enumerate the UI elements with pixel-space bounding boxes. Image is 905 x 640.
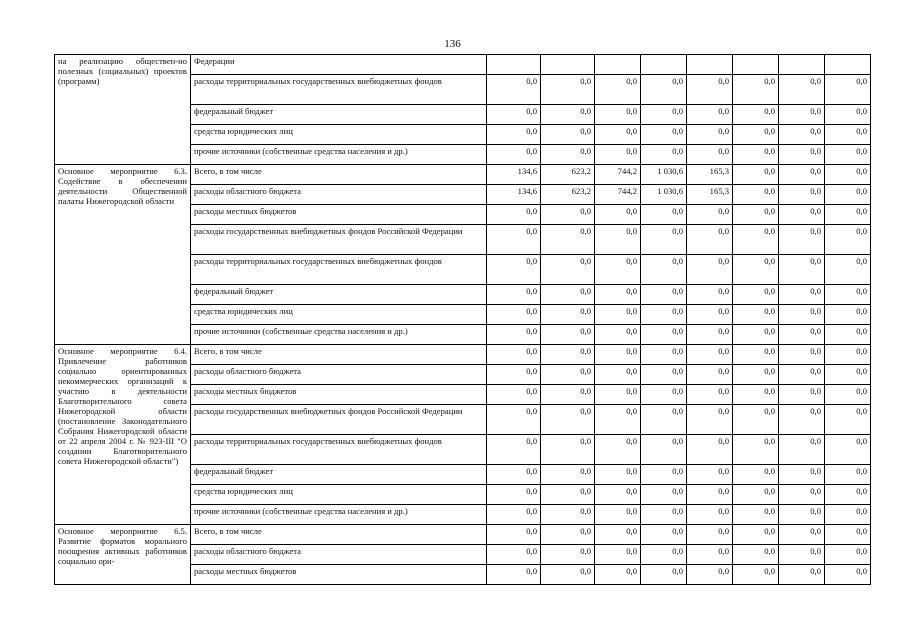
- amount-cell: 0,0: [641, 565, 687, 585]
- amount-cell: 0,0: [779, 365, 825, 385]
- amount-cell: 0,0: [541, 465, 595, 485]
- amount-cell: 0,0: [825, 105, 871, 125]
- amount-cell: 1 030,6: [641, 185, 687, 205]
- amount-cell: 0,0: [825, 225, 871, 255]
- funding-source-cell: прочие источники (собственные средства населения и др.): [191, 325, 487, 345]
- amount-cell: 0,0: [641, 75, 687, 105]
- amount-cell: 744,2: [595, 165, 641, 185]
- amount-cell: 0,0: [541, 105, 595, 125]
- amount-cell: 0,0: [487, 405, 541, 435]
- amount-cell: 0,0: [825, 345, 871, 365]
- amount-cell: 0,0: [733, 325, 779, 345]
- amount-cell: 0,0: [641, 365, 687, 385]
- amount-cell: 0,0: [641, 205, 687, 225]
- funding-source-cell: расходы местных бюджетов: [191, 385, 487, 405]
- table-row: [55, 345, 871, 365]
- amount-cell: 0,0: [733, 255, 779, 285]
- amount-cell: 0,0: [733, 105, 779, 125]
- amount-cell: 0,0: [687, 345, 733, 365]
- amount-cell: 0,0: [641, 385, 687, 405]
- amount-cell: 0,0: [595, 465, 641, 485]
- amount-cell: 0,0: [779, 205, 825, 225]
- amount-cell: 0,0: [733, 505, 779, 525]
- amount-cell: 0,0: [733, 485, 779, 505]
- amount-cell: 0,0: [641, 305, 687, 325]
- amount-cell: 0,0: [541, 145, 595, 165]
- amount-cell: 0,0: [825, 305, 871, 325]
- amount-cell: [825, 55, 871, 75]
- amount-cell: 0,0: [779, 545, 825, 565]
- amount-cell: 0,0: [733, 385, 779, 405]
- amount-cell: 0,0: [825, 545, 871, 565]
- amount-cell: 0,0: [595, 435, 641, 465]
- amount-cell: 0,0: [641, 125, 687, 145]
- amount-cell: 0,0: [779, 145, 825, 165]
- table-row: [55, 165, 871, 185]
- funding-source-cell: средства юридических лиц: [191, 485, 487, 505]
- amount-cell: 0,0: [779, 565, 825, 585]
- amount-cell: 0,0: [779, 505, 825, 525]
- amount-cell: 0,0: [687, 225, 733, 255]
- amount-cell: 0,0: [733, 225, 779, 255]
- amount-cell: 0,0: [487, 385, 541, 405]
- amount-cell: 0,0: [779, 225, 825, 255]
- amount-cell: 0,0: [779, 525, 825, 545]
- amount-cell: 0,0: [595, 525, 641, 545]
- amount-cell: 0,0: [779, 325, 825, 345]
- amount-cell: 0,0: [541, 405, 595, 435]
- amount-cell: 0,0: [641, 545, 687, 565]
- amount-cell: 0,0: [487, 525, 541, 545]
- amount-cell: 0,0: [733, 185, 779, 205]
- amount-cell: 0,0: [541, 565, 595, 585]
- amount-cell: 0,0: [687, 285, 733, 305]
- amount-cell: 0,0: [487, 365, 541, 385]
- amount-cell: 0,0: [595, 325, 641, 345]
- amount-cell: 0,0: [541, 525, 595, 545]
- amount-cell: 165,3: [687, 185, 733, 205]
- funding-source-cell: Всего, в том числе: [191, 525, 487, 545]
- amount-cell: 0,0: [779, 105, 825, 125]
- amount-cell: 0,0: [641, 105, 687, 125]
- amount-cell: 0,0: [687, 75, 733, 105]
- amount-cell: 0,0: [641, 345, 687, 365]
- amount-cell: 0,0: [687, 145, 733, 165]
- amount-cell: 0,0: [733, 405, 779, 435]
- amount-cell: 0,0: [595, 485, 641, 505]
- amount-cell: 0,0: [541, 125, 595, 145]
- amount-cell: [541, 55, 595, 75]
- amount-cell: 0,0: [825, 435, 871, 465]
- amount-cell: 0,0: [487, 205, 541, 225]
- funding-source-cell: Всего, в том числе: [191, 345, 487, 365]
- amount-cell: 0,0: [595, 405, 641, 435]
- amount-cell: 0,0: [487, 545, 541, 565]
- amount-cell: 0,0: [541, 75, 595, 105]
- amount-cell: 0,0: [733, 465, 779, 485]
- amount-cell: 0,0: [733, 305, 779, 325]
- funding-source-cell: прочие источники (собственные средства населения и др.): [191, 505, 487, 525]
- amount-cell: 0,0: [595, 305, 641, 325]
- amount-cell: 0,0: [487, 285, 541, 305]
- amount-cell: 0,0: [779, 75, 825, 105]
- amount-cell: 0,0: [687, 485, 733, 505]
- amount-cell: 0,0: [595, 145, 641, 165]
- amount-cell: 0,0: [779, 485, 825, 505]
- funding-source-cell: прочие источники (собственные средства населения и др.): [191, 145, 487, 165]
- amount-cell: 0,0: [779, 405, 825, 435]
- amount-cell: 0,0: [541, 205, 595, 225]
- amount-cell: 0,0: [733, 75, 779, 105]
- activity-cell: на реализацию обществен-но полезных (социальных) проектов (программ): [55, 55, 191, 165]
- amount-cell: 134,6: [487, 185, 541, 205]
- amount-cell: 0,0: [595, 385, 641, 405]
- amount-cell: 0,0: [825, 525, 871, 545]
- amount-cell: 0,0: [825, 285, 871, 305]
- amount-cell: 0,0: [641, 225, 687, 255]
- funding-source-cell: расходы областного бюджета: [191, 185, 487, 205]
- amount-cell: 0,0: [779, 185, 825, 205]
- amount-cell: 0,0: [687, 405, 733, 435]
- amount-cell: 0,0: [541, 225, 595, 255]
- amount-cell: 0,0: [779, 125, 825, 145]
- amount-cell: 0,0: [541, 325, 595, 345]
- amount-cell: 0,0: [541, 365, 595, 385]
- funding-source-cell: расходы территориальных государственных внебюджетных фондов: [191, 255, 487, 285]
- amount-cell: [641, 55, 687, 75]
- funding-source-cell: федеральный бюджет: [191, 105, 487, 125]
- amount-cell: 0,0: [733, 165, 779, 185]
- amount-cell: 0,0: [595, 565, 641, 585]
- amount-cell: 0,0: [595, 105, 641, 125]
- amount-cell: 0,0: [541, 345, 595, 365]
- amount-cell: 0,0: [733, 125, 779, 145]
- amount-cell: 0,0: [779, 345, 825, 365]
- amount-cell: 0,0: [687, 205, 733, 225]
- amount-cell: [779, 55, 825, 75]
- amount-cell: 0,0: [687, 565, 733, 585]
- amount-cell: 0,0: [687, 105, 733, 125]
- amount-cell: 0,0: [541, 285, 595, 305]
- funding-source-cell: расходы местных бюджетов: [191, 205, 487, 225]
- amount-cell: 0,0: [595, 255, 641, 285]
- amount-cell: 0,0: [541, 305, 595, 325]
- amount-cell: 0,0: [733, 345, 779, 365]
- amount-cell: 0,0: [825, 75, 871, 105]
- amount-cell: 0,0: [733, 565, 779, 585]
- amount-cell: 0,0: [487, 485, 541, 505]
- amount-cell: 0,0: [687, 545, 733, 565]
- amount-cell: 0,0: [595, 545, 641, 565]
- amount-cell: [595, 55, 641, 75]
- funding-source-cell: средства юридических лиц: [191, 125, 487, 145]
- amount-cell: 0,0: [687, 325, 733, 345]
- amount-cell: 0,0: [487, 465, 541, 485]
- amount-cell: 0,0: [595, 505, 641, 525]
- amount-cell: 0,0: [825, 505, 871, 525]
- amount-cell: 0,0: [687, 305, 733, 325]
- funding-source-cell: Федерации: [191, 55, 487, 75]
- amount-cell: 0,0: [687, 465, 733, 485]
- amount-cell: 0,0: [733, 365, 779, 385]
- amount-cell: 0,0: [487, 565, 541, 585]
- amount-cell: 0,0: [595, 345, 641, 365]
- amount-cell: 0,0: [641, 465, 687, 485]
- funding-source-cell: средства юридических лиц: [191, 305, 487, 325]
- table-body: [55, 55, 871, 585]
- amount-cell: 623,2: [541, 185, 595, 205]
- amount-cell: 0,0: [487, 325, 541, 345]
- amount-cell: 165,3: [687, 165, 733, 185]
- amount-cell: [733, 55, 779, 75]
- activity-cell: Основное мероприятие 6.5. Развитие форматов морального поощрения активных работников социально ори-: [55, 525, 191, 585]
- amount-cell: 0,0: [733, 145, 779, 165]
- amount-cell: 0,0: [733, 545, 779, 565]
- amount-cell: 0,0: [687, 505, 733, 525]
- amount-cell: 0,0: [733, 525, 779, 545]
- funding-source-cell: расходы территориальных государственных внебюджетных фондов: [191, 75, 487, 105]
- amount-cell: 0,0: [641, 325, 687, 345]
- amount-cell: 0,0: [595, 365, 641, 385]
- amount-cell: 0,0: [825, 185, 871, 205]
- amount-cell: 0,0: [825, 145, 871, 165]
- amount-cell: 0,0: [733, 205, 779, 225]
- amount-cell: 0,0: [779, 165, 825, 185]
- funding-source-cell: расходы областного бюджета: [191, 545, 487, 565]
- amount-cell: 0,0: [595, 225, 641, 255]
- amount-cell: 0,0: [825, 325, 871, 345]
- amount-cell: 0,0: [641, 405, 687, 435]
- amount-cell: 0,0: [825, 385, 871, 405]
- amount-cell: 0,0: [825, 255, 871, 285]
- funding-source-cell: расходы областного бюджета: [191, 365, 487, 385]
- amount-cell: 0,0: [687, 125, 733, 145]
- table-row: [55, 525, 871, 545]
- amount-cell: 0,0: [733, 435, 779, 465]
- amount-cell: 0,0: [779, 465, 825, 485]
- amount-cell: 0,0: [487, 105, 541, 125]
- amount-cell: 0,0: [487, 345, 541, 365]
- amount-cell: 744,2: [595, 185, 641, 205]
- amount-cell: 0,0: [825, 485, 871, 505]
- budget-table: [54, 54, 871, 585]
- activity-cell: Основное мероприятие 6.4. Привлечение работников социально ориентированных некоммерческих организаций к участию в деятельности Благотворительного совета Нижегородской области (постановление Законодательного Собрания Нижегородской области от 22 апреля 2004 г. № 923-III "О создании Благотворительного совета Нижегородской области"): [55, 345, 191, 525]
- amount-cell: 0,0: [487, 145, 541, 165]
- amount-cell: [687, 55, 733, 75]
- amount-cell: 0,0: [825, 365, 871, 385]
- amount-cell: 0,0: [541, 545, 595, 565]
- funding-source-cell: расходы местных бюджетов: [191, 565, 487, 585]
- amount-cell: 0,0: [541, 485, 595, 505]
- funding-source-cell: Всего, в том числе: [191, 165, 487, 185]
- amount-cell: 0,0: [487, 225, 541, 255]
- funding-source-cell: расходы территориальных государственных внебюджетных фондов: [191, 435, 487, 465]
- amount-cell: 0,0: [487, 505, 541, 525]
- amount-cell: 0,0: [825, 565, 871, 585]
- amount-cell: 0,0: [641, 145, 687, 165]
- table-row: [55, 55, 871, 75]
- amount-cell: 0,0: [487, 255, 541, 285]
- amount-cell: 0,0: [541, 435, 595, 465]
- amount-cell: 0,0: [825, 165, 871, 185]
- amount-cell: 0,0: [487, 75, 541, 105]
- amount-cell: 0,0: [595, 205, 641, 225]
- amount-cell: 0,0: [825, 205, 871, 225]
- amount-cell: 0,0: [487, 125, 541, 145]
- amount-cell: 0,0: [687, 435, 733, 465]
- amount-cell: 0,0: [825, 465, 871, 485]
- amount-cell: 1 030,6: [641, 165, 687, 185]
- amount-cell: 623,2: [541, 165, 595, 185]
- amount-cell: 0,0: [641, 485, 687, 505]
- amount-cell: 0,0: [779, 435, 825, 465]
- amount-cell: 134,6: [487, 165, 541, 185]
- amount-cell: 0,0: [641, 255, 687, 285]
- amount-cell: 0,0: [641, 505, 687, 525]
- amount-cell: 0,0: [641, 285, 687, 305]
- amount-cell: 0,0: [487, 435, 541, 465]
- amount-cell: 0,0: [641, 525, 687, 545]
- amount-cell: 0,0: [687, 525, 733, 545]
- amount-cell: 0,0: [595, 125, 641, 145]
- amount-cell: 0,0: [825, 125, 871, 145]
- amount-cell: 0,0: [487, 305, 541, 325]
- amount-cell: 0,0: [779, 305, 825, 325]
- amount-cell: [487, 55, 541, 75]
- activity-cell: Основное мероприятие 6.3. Содействие в обеспечении деятельности Общественной палаты Нижегородской области: [55, 165, 191, 345]
- page-number: 136: [444, 38, 461, 50]
- amount-cell: 0,0: [687, 385, 733, 405]
- amount-cell: 0,0: [687, 255, 733, 285]
- amount-cell: 0,0: [825, 405, 871, 435]
- amount-cell: 0,0: [541, 385, 595, 405]
- amount-cell: 0,0: [595, 75, 641, 105]
- amount-cell: 0,0: [641, 435, 687, 465]
- amount-cell: 0,0: [687, 365, 733, 385]
- amount-cell: 0,0: [541, 505, 595, 525]
- amount-cell: 0,0: [779, 385, 825, 405]
- amount-cell: 0,0: [779, 255, 825, 285]
- funding-source-cell: федеральный бюджет: [191, 285, 487, 305]
- amount-cell: 0,0: [595, 285, 641, 305]
- amount-cell: 0,0: [541, 255, 595, 285]
- amount-cell: 0,0: [733, 285, 779, 305]
- funding-source-cell: расходы государственных внебюджетных фондов Российской Федерации: [191, 405, 487, 435]
- funding-source-cell: расходы государственных внебюджетных фондов Российской Федерации: [191, 225, 487, 255]
- funding-source-cell: федеральный бюджет: [191, 465, 487, 485]
- amount-cell: 0,0: [779, 285, 825, 305]
